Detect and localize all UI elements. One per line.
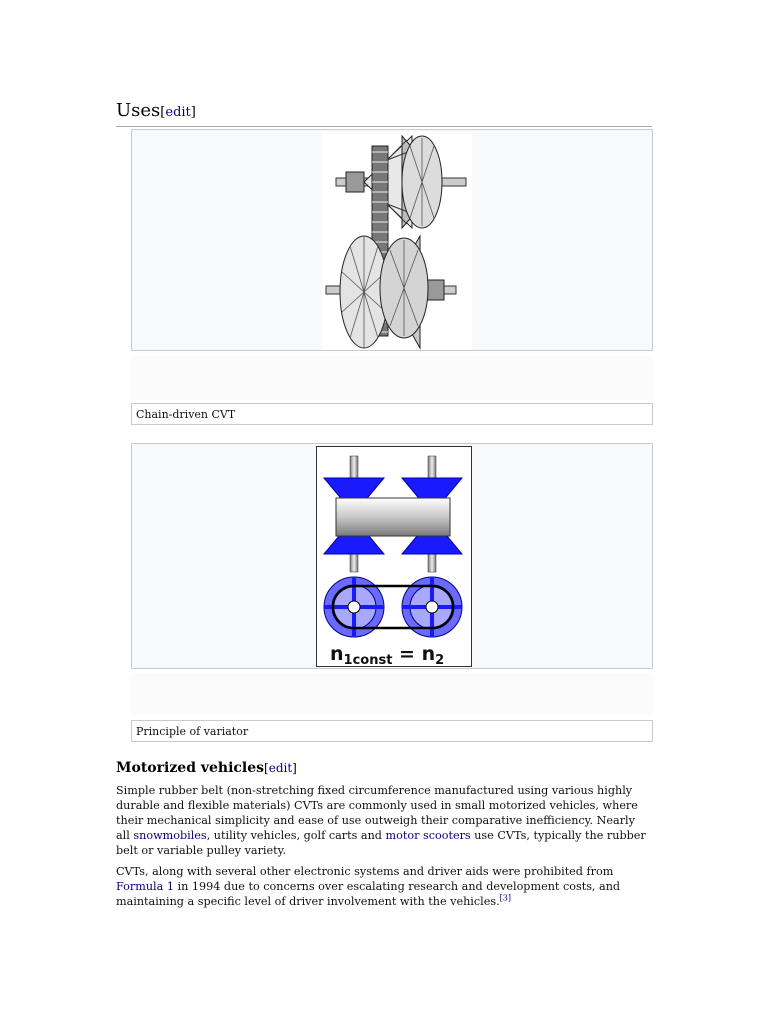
figure-spacer-2 (131, 673, 653, 715)
uses-title: Uses (116, 100, 161, 121)
formula-1-link[interactable]: Formula 1 (116, 880, 174, 893)
paragraph-text: in 1994 due to concerns over escalating research and development costs, and maintaining a specific level of driver involvement with the vehicles. (116, 880, 621, 908)
paragraph-formula1 (116, 864, 652, 909)
uses-edit-link[interactable]: edit (165, 105, 191, 120)
figure-spacer (131, 356, 653, 400)
paragraph-text: , utility vehicles, golf carts and (206, 829, 386, 842)
formula-eq: = n (392, 643, 436, 665)
edit-bracket-open: [ (264, 761, 269, 775)
paragraph-text: use CVTs, typically the rubber belt or variable pulley variety. (116, 829, 646, 857)
motor-scooters-link[interactable]: motor scooters (385, 829, 471, 842)
edit-bracket-open: [ (160, 105, 166, 120)
motorized-heading (116, 760, 297, 776)
figure-variator (131, 443, 653, 669)
formula-n1: n (330, 643, 344, 665)
edit-bracket-close: ] (190, 105, 196, 120)
caption-chain-cvt: Chain-driven CVT (131, 403, 653, 425)
paragraph-text: Simple rubber belt (non-stretching fixed circumference manufactured using various highly durable and flexible materials) CVTs are commonly used in small motorized vehicles, where their mechanical simplicity and ease of use outweigh their comparative inefficiency. Nearly all (116, 784, 638, 842)
edit-bracket-close: ] (292, 761, 297, 775)
caption-variator: Principle of variator (131, 720, 653, 742)
motorized-title: Motorized vehicles (116, 760, 265, 776)
formula-sub2: 2 (435, 653, 445, 667)
formula-sub1: 1const (343, 653, 393, 667)
snowmobiles-link[interactable]: snowmobiles (133, 829, 207, 842)
figure-chain-cvt (131, 129, 653, 351)
motorized-edit-link[interactable]: edit (268, 761, 293, 775)
paragraph-text: CVTs, along with several other electronic systems and driver aids were prohibited from (116, 865, 614, 878)
uses-heading (116, 100, 652, 127)
reference-3-link[interactable]: [3] (499, 893, 511, 903)
paragraph-belt-cvts (116, 783, 652, 858)
chain-cvt-image[interactable] (322, 132, 472, 350)
variator-diagram[interactable] (316, 446, 472, 667)
